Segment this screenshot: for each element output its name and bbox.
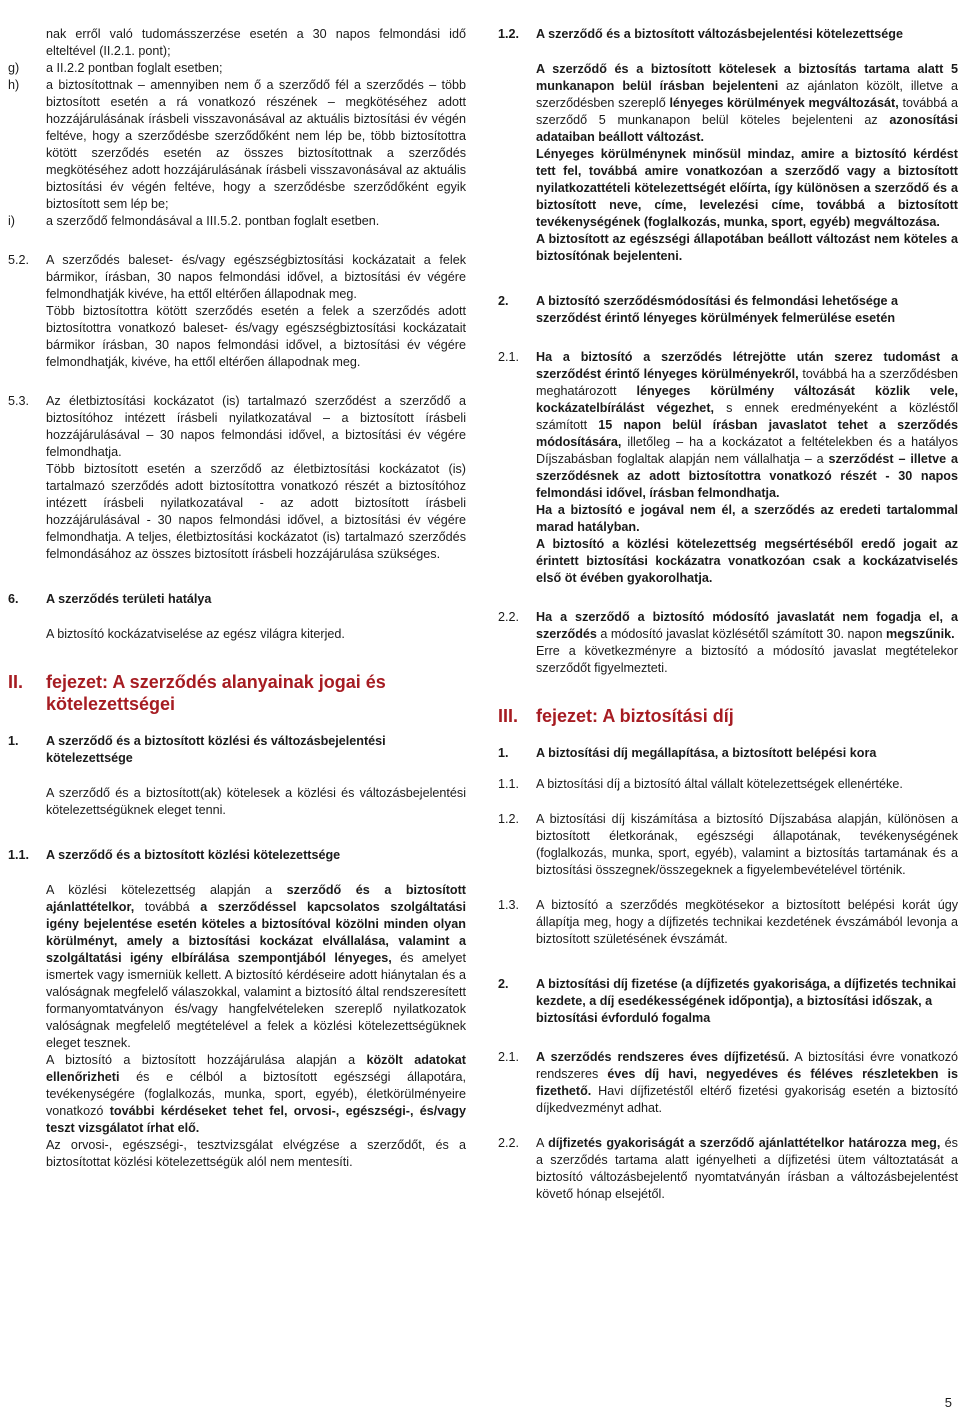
chapter-iii-heading <box>498 705 958 727</box>
section-number: 1.3. <box>498 898 520 912</box>
section-number: 2. <box>498 977 509 991</box>
list-item-i <box>8 213 466 230</box>
list-item <box>8 26 466 60</box>
section-number: 1.1. <box>8 848 30 862</box>
paragraph: A díjfizetés gyakoriságát a szerződő ajánlattételkor határozza meg, és a szerződés tartama alatt igényelheti a díjfizetési ütem változtatását a biztosító változásbejelentő nyomtatványán írásban a változásbejelentést követő hónap elsejétől. <box>536 1136 958 1201</box>
paragraph: A biztosítási díj kiszámítása a biztosító Díjszabása alapján, különösen a biztosított életkorának, egészségi állapotának, tevékenységének (foglalkozás, munka, sport, egyéb), valamint a biztosítás tartamának és a biztosítási összegnek/összegeknek a figyelembevételével történik. <box>536 812 958 877</box>
section-title: A biztosítási díj fizetése (a díjfizetés gyakorisága, a díjfizetés technikai kezdete, a díj esedékességének időpontja), a biztosítási időszak, a biztosítási évforduló fogalma <box>536 977 957 1025</box>
section-6-heading <box>8 591 466 608</box>
section-number: 2. <box>498 294 509 308</box>
fee-section-1-1 <box>498 776 958 793</box>
paragraph: Több biztosított esetén a szerződő az életbiztosítási kockázatot (is) tartalmazó szerződés adott biztosítottra vonatkozó részét a biztosítóhoz intézett írásbeli nyilatkozatával - az adott biztosított írásbeli hozzájárulásával - 30 napos felmondási idővel, a biztosítási év végére felmondhatja. A teljes, életbiztosítási kockázatot (is) tartalmazó szerződés felmondásához az összes biztosított írásbeli hozzájárulása szükséges. <box>46 462 466 561</box>
paragraph: A biztosító a szerződés megkötésekor a biztosított belépési korát úgy állapítja meg, hogy a díjfizetés technikai kezdetének évszámából levonja a biztosított születésének évszámát. <box>536 898 958 946</box>
list-text: a biztosítottnak – amennyiben nem ő a szerződő fél a szerződés – több biztosított esetén a rá vonatkozó részének – megkötéséhez adott hozzájárulásának írásbeli visszavonásával az aktuális biztosítási év végén feltéve, hogy a szerződésbe szerződőként nem lép be, több biztosítottra kötött szerződés esetén az összes biztosítottnak a szerződés megkötéséhez adott hozzájárulásának írásbeli visszavonásával az aktuális biztosítási év végén feltéve, hogy a szerződésbe szerződőként egyik biztosított sem lép be; <box>46 78 466 211</box>
section-number: 1. <box>8 734 19 748</box>
section-number: 2.1. <box>498 1050 520 1064</box>
chapter-title: fejezet: A szerződés alanyainak jogai és kötelezettségei <box>46 672 386 714</box>
paragraph: Lényeges körülménynek minősül mindaz, amire a biztosító kérdést tett fel, továbbá amire vonatkozóan a szerződő vagy a biztosított nyilatkozattételi kötelezettségét előírta, így különösen a szerződő és a biztosított neve, címe, levelezési címe, továbbá a biztosított tevékenységének (foglalkozás, munka, sport, egyéb) megváltozása. <box>536 147 958 229</box>
section-1-2-body <box>498 61 958 265</box>
fee-section-1-3 <box>498 897 958 948</box>
paragraph: Több biztosítottra kötött szerződés esetén a felek a szerződés adott biztosítottra vonatkozó baleset- és/vagy egészségbiztosítási kockázatait bármikor írásban, 30 napos felmondási idővel, a biztosítási év végére felmondhatják, kivéve, ha ettől eltérően állapodnak meg. <box>46 304 466 369</box>
paragraph: A biztosító a közlési kötelezettség megsértéséből eredő jogait az érintett biztosítási kockázatra vonatkozóan csak a kockázatviselés első öt évében gyakorolhatja. <box>536 537 958 585</box>
section-number: 1.2. <box>498 812 520 826</box>
section-1-body <box>8 785 466 819</box>
paragraph: Ha a biztosító a szerződés létrejötte után szerez tudomást a szerződést érintő lényeges körülményekről, továbbá ha a szerződésben meghatározott lényeges körülmény változását közlik vele, kockázatelbírálást végezhet, s ennek eredményeként a közléstől számított 15 napon belül írásban javaslatot tehet a szerződés módosítására, illetőleg – ha a kockázatot a feltételekben és a hatályos Díjszabásban foglaltak alapján nem vállalhatja – a szerződést – illetve a szerződésnek az adott biztosítottra vonatkozó részét - 30 napos felmondási idővel, írásban felmondhatja. <box>536 350 959 500</box>
fee-section-2-2 <box>498 1135 958 1203</box>
section-title: A biztosítási díj megállapítása, a biztosított belépési kora <box>536 746 877 760</box>
paragraph: A biztosított az egészségi állapotában beállott változást nem köteles a biztosítónak bejelenteni. <box>536 232 958 263</box>
section-title: A biztosító szerződésmódosítási és felmondási lehetősége a szerződést érintő lényeges körülmények felmerülése esetén <box>536 294 899 325</box>
paragraph: A biztosító a biztosított hozzájárulása alapján a közölt adatokat ellenőrizheti és e célból a biztosított egészségi állapotára, tevékenységére (foglalkozás, munka, sport, egyéb), életkörülményeire vonatkozó további kérdéseket tehet fel, orvosi-, egészségi-, és/vagy teszt vizsgálatot írhat elő. <box>46 1053 466 1135</box>
list-item-g <box>8 60 466 77</box>
section-number: 2.2. <box>498 610 520 624</box>
section-number: 2.2. <box>498 1136 520 1150</box>
paragraph: A szerződő és a biztosított(ak) kötelesek a közlési és változásbejelentési kötelezettségüknek eleget tenni. <box>46 786 466 817</box>
paragraph: Erre a következményre a biztosító a módosító javaslat megtételekor szerződőt figyelmezteti. <box>536 644 958 675</box>
section-1-heading <box>8 733 466 767</box>
list-text: a II.2.2 pontban foglalt esetben; <box>46 61 223 75</box>
list-label: i) <box>8 214 15 228</box>
list-label: h) <box>8 78 20 92</box>
section-2-2 <box>498 609 958 677</box>
list-label: g) <box>8 61 20 75</box>
paragraph: Az orvosi-, egészségi-, tesztvizsgálat elvégzése a szerződőt, és a biztosítottat közlési kötelezettségük alól nem mentesíti. <box>46 1138 466 1169</box>
page-number: 5 <box>944 1395 952 1410</box>
paragraph: Ha a biztosító e jogával nem él, a szerződés az eredeti tartalommal marad hatályban. <box>536 503 958 534</box>
chapter-title: fejezet: A biztosítási díj <box>536 706 734 726</box>
section-2-1 <box>498 349 958 587</box>
section-5-2 <box>8 252 466 371</box>
paragraph: A biztosító kockázatviselése az egész világra kiterjed. <box>46 627 345 641</box>
paragraph: A szerződő és a biztosított kötelesek a biztosítás tartama alatt 5 munkanapon belül írásban bejelenteni az ajánlaton közölt, illetve a szerződésben szereplő lényeges körülmények megváltozását, továbbá a szerződő 5 munkanapon belül köteles bejelenteni az azonosítási adataiban beállott változást. <box>536 62 958 144</box>
paragraph: A biztosítási díj a biztosító által vállalt kötelezettségek ellenértéke. <box>536 777 903 791</box>
section-title: A szerződő és a biztosított közlési kötelezettsége <box>46 848 341 862</box>
section-title: A szerződés területi hatálya <box>46 592 212 606</box>
section-number: 5.2. <box>8 253 30 267</box>
section-title: A szerződő és a biztosított közlési és változásbejelentési kötelezettsége <box>46 734 386 765</box>
fee-section-2-1 <box>498 1049 958 1117</box>
section-number: 2.1. <box>498 350 520 364</box>
paragraph: Ha a szerződő a biztosító módosító javaslatát nem fogadja el, a szerződés a módosító javaslat közlésétől számított 30. napon megszűnik. <box>536 610 958 641</box>
section-1-2-heading <box>498 26 958 43</box>
chapter-number: III. <box>498 706 519 726</box>
list-text: a szerződő felmondásával a III.5.2. pontban foglalt esetben. <box>46 214 380 228</box>
section-number: 1.2. <box>498 27 520 41</box>
section-number: 1.1. <box>498 777 520 791</box>
section-number: 5.3. <box>8 394 30 408</box>
paragraph: A szerződés rendszeres éves díjfizetésű. A biztosítási évre vonatkozó rendszeres éves díj havi, negyedéves és féléves részletekben is fizethető. Havi díjfizetéstől eltérő fizetési gyakoriság esetén a biztosító díjkedvezményt adhat. <box>536 1050 958 1115</box>
section-5-3 <box>8 393 466 563</box>
section-number: 6. <box>8 592 19 606</box>
paragraph: Az életbiztosítási kockázatot (is) tartalmazó szerződést a szerződő a biztosítóhoz intézett írásbeli nyilatkozatával – a biztosított írásbeli hozzájárulásával – 30 napos felmondási idővel, a biztosítási év végére felmondhatja. <box>46 394 466 459</box>
paragraph: A közlési kötelezettség alapján a szerződő és a biztosított ajánlattételkor, továbbá a szerződéssel kapcsolatos szolgáltatási igény bejelentése esetén köteles a biztosítóval közölni minden olyan körülményt, amely a biztosítási kockázat elvállalása, valamint a szolgáltatási igény elbírálása szempontjából lényeges, és amelyet ismertek vagy ismerniük kellett. A biztosító kérdéseire adott hiánytalan és a valóságnak megfelelő válaszokkal, valamint a biztosító által rendszeresített formanyomtatványon és/vagy hangfelvételeken szereplő nyilatkozatok valóságnak megfelelő megtételével a felek a közlési kötelezettségüknek eleget tesznek. <box>46 883 466 1050</box>
section-number: 1. <box>498 746 509 760</box>
fee-section-1-2 <box>498 811 958 879</box>
section-1-1-body <box>8 882 466 1171</box>
chapter-number: II. <box>8 672 24 692</box>
section-title: A szerződő és a biztosított változásbejelentési kötelezettsége <box>536 27 903 41</box>
fee-section-2-heading <box>498 976 958 1027</box>
list-item-h <box>8 77 466 213</box>
right-column <box>498 26 958 1203</box>
paragraph: A szerződés baleset- és/vagy egészségbiztosítási kockázatait a felek bármikor, írásban, 30 napos felmondási idővel, a biztosítási év végére felmondhatják kivéve, ha ettől eltérően állapodnak meg. <box>46 253 466 301</box>
fee-section-1-heading <box>498 745 958 762</box>
section-1-1-heading <box>8 847 466 864</box>
section-2-heading <box>498 293 958 327</box>
chapter-ii-heading <box>8 671 466 715</box>
section-6-body <box>8 626 466 643</box>
left-column <box>8 26 466 1171</box>
continuation-text: nak erről való tudomásszerzése esetén a 30 napos felmondási idő elteltével (II.2.1. pont); <box>46 27 466 58</box>
